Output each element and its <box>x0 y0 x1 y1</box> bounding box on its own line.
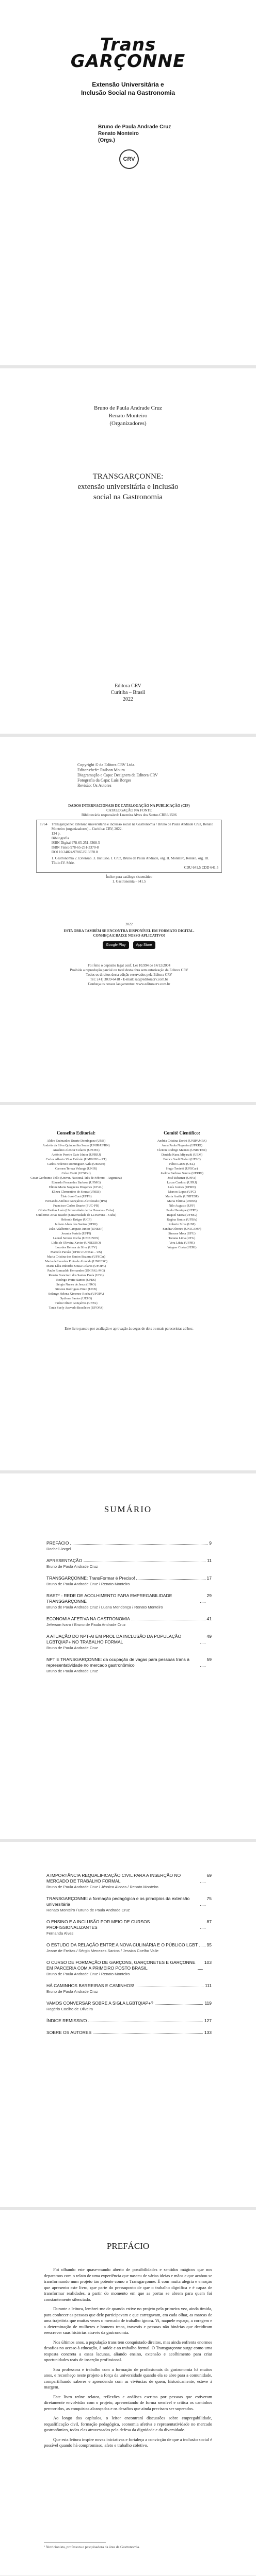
toc-entry-page: 111 <box>205 1983 212 1988</box>
editorial-board <box>26 1131 126 1310</box>
contact-line: Tel.: (41) 3039-6418 - E-mail: sac@editoracrv.com.br <box>90 977 168 981</box>
title-line-2: extensão universitária e inclusão <box>77 483 179 491</box>
toc-entry[interactable] <box>46 2018 212 2024</box>
council-member: Elione Maria Nogueira Diogenes (UFAL) <box>49 1185 104 1189</box>
peer-review-note: Este livro passou por avaliação e aprovação às cegas de dois ou mais pareceristas ad hoc. <box>65 1327 194 1331</box>
toc-entry-title: TRANSGARÇONNE: TransFormar é Preciso! <box>46 1575 135 1581</box>
council-member: Tadeu Oliver Gonçalves (UFPA) <box>55 1301 98 1305</box>
toc-leader-dots <box>88 2018 202 2022</box>
toc-entry[interactable] <box>46 1634 212 1651</box>
toc-leader-dots <box>136 1983 203 1987</box>
publication-year: 2022 <box>123 697 133 702</box>
editor-line: Editor-chefe: Railson Moura <box>77 768 125 772</box>
diagram-line: Diagramação e Capa: Designers da Editora CRV <box>77 773 158 777</box>
preface-paragraph: Foi olhando este quase-mundo aberto de possibilidades e sentidos mágicos que nos deparamos com o relato de uma experiência que nasceu de várias ideias e mãos e que acabou se transformando num projeto tão potente como o Transgarçonne. É com muita alegria e emoção que apresento este livro, que parte do pressuposto de que o trabalho dignifica e é capaz de transformar realidades, a partir do momento em que as portas se abrem para quem foi constantemente silenciado. <box>44 2267 212 2302</box>
index-title: Índice para catálogo sistemático <box>106 875 152 879</box>
toc-entry-author: Bruno de Paula Andrade Cruz / Renato Monteiro <box>46 1972 130 1976</box>
council-member: Eunice Sueli Nodari (UFSC) <box>163 1158 201 1161</box>
preface-paragraph: Sou professora e trabalho com a formação de profissionais da gastronomia há muitos anos, e reconheço neste projeto a força da universidade quando ela se abre para a comunidade, compartilhando saberes e aprendendo com as vivências de quem, historicamente, esteve à margem. <box>44 2366 212 2389</box>
toc-title: SUMÁRIO <box>104 1504 152 1514</box>
toc-entry-page: 119 <box>204 2001 212 2006</box>
isbn-digital: ISBN Digital 978-65-251-3368-5 <box>51 841 100 845</box>
catalog-code: T764 <box>40 822 47 826</box>
imprint-footer <box>36 963 222 987</box>
council-member: Josania Portela (UFPI) <box>61 1232 91 1235</box>
council-member: Renato Francisco dos Santos Paula (UFG) <box>49 1274 104 1277</box>
cover-photo-line: Fotografia da Capa: Luís Borges <box>77 778 132 783</box>
toc-entry-page: 41 <box>206 1616 212 1621</box>
title-page-author-role: (Organizadores) <box>109 420 147 427</box>
toc-line <box>46 2018 212 2024</box>
preface-page-1 <box>0 2210 256 2575</box>
toc-entry[interactable] <box>46 1942 212 1954</box>
toc-entry[interactable] <box>46 2030 212 2036</box>
council-member: Sydione Santos (UEPG) <box>60 1297 92 1300</box>
toc-line <box>46 1873 212 1884</box>
toc-entry-author: Fernanda Alves <box>46 1931 74 1936</box>
toc-line <box>46 1593 212 1604</box>
toc-entry-page: 69 <box>206 1873 212 1878</box>
cdu-line: CDU 641.5 CDD 641.5 <box>184 866 218 870</box>
scientific-committee-title: Comitê Científico: <box>164 1130 200 1136</box>
council-member: Raquel Maria (UFMG) <box>167 1213 197 1217</box>
council-member: Joelma Barbosa Santos (UFRRJ) <box>160 1172 204 1175</box>
toc-entry-page: 17 <box>206 1575 212 1581</box>
editorial-board-title: Conselho Editorial: <box>56 1130 96 1136</box>
toc-entry-page: 11 <box>207 1558 212 1563</box>
toc-line <box>46 1896 212 1907</box>
toc-entry[interactable] <box>46 1558 212 1569</box>
preface-paragraph: Ao longo dos capítulos, o leitor encontrará discussões sobre empregabilidade, requalificação civil, formação pedagógica, economia afetiva e representatividade no mercado gastronômico, todas elas atravessadas pela defesa da dignidade e da diversidade. <box>44 2415 212 2432</box>
toc-line <box>46 2030 212 2036</box>
toc-leader-dots <box>84 1558 205 1562</box>
council-member: Nilo Augusto (UFF) <box>168 1204 196 1208</box>
toc-line <box>46 1983 212 1989</box>
council-member: Roberto Silva (USP) <box>168 1223 196 1226</box>
council-member: Leonel Severo Rocha (UNISINOS) <box>53 1236 100 1240</box>
cover-logo <box>0 36 256 70</box>
toc-entry-title: ECONOMIA AFETIVA NA GASTRONOMIA <box>46 1616 130 1621</box>
catalog-header: DADOS INTERNACIONAIS DE CATALOGAÇÃO NA PUBLICAÇÃO (CIP) <box>68 804 190 808</box>
toc-line <box>46 1616 212 1622</box>
toc-line <box>46 1942 212 1948</box>
council-member: Vera Lúcia (UFPR) <box>169 1241 195 1245</box>
toc-line <box>46 1575 212 1581</box>
council-member: Andréia da Silva Quintanilha Sousa (UNIR/UFRN) <box>42 1144 110 1147</box>
editorial-board-list <box>26 1139 126 1310</box>
cover-author-role: (Orgs.) <box>98 138 115 143</box>
council-member: Paulo Romualdo Hernandes (UNIFAL-MG) <box>47 1269 105 1273</box>
council-member: Tania Suely Azevedo Brasileiro (UFOPA) <box>49 1306 104 1310</box>
toc-entry[interactable] <box>46 1983 212 1994</box>
store-badges <box>36 941 222 949</box>
toc-entry-title: TRANSGARÇONNE: a formação pedagógica e os princípios da extensão universitária <box>46 1896 190 1907</box>
cover-subtitle-line-1: Extensão Universitária e <box>92 81 164 88</box>
catalog-librarian: Bibliotecária responsável: Luzenira Alves dos Santos CRB9/1506 <box>81 813 177 817</box>
toc-leader-dots <box>200 1919 205 1929</box>
council-member: Maria Anália (UNIFESP) <box>165 1195 199 1198</box>
toc-line <box>46 2001 212 2006</box>
toc-page-1 <box>0 1473 256 1839</box>
cover-page <box>0 0 256 365</box>
toc-entry-title: O ESTUDO DA RELAÇÃO ENTRE A NOVA CULINÁRIA E O PÚBLICO LGBT <box>46 1942 198 1947</box>
council-member: Carmen Tereza Velanga (UNIR) <box>55 1167 97 1171</box>
toc-entry-title: A ATUAÇÃO DO NPT-AI EM PROL DA INCLUSÃO DA POPULAÇÃO LGBTQIAP+ NO TRABALHO FORMAL <box>46 1634 182 1645</box>
council-member: Anna Paola Nogueira (UFRRJ) <box>162 1144 202 1147</box>
toc-line <box>46 1634 212 1645</box>
toc-entry-title: PREFÁCIO <box>46 1540 69 1546</box>
toc-leader-dots <box>200 1657 205 1667</box>
council-member: Antônio Pereira Gaio Júnior (UFRRJ) <box>51 1153 101 1157</box>
council-page <box>0 1105 256 1470</box>
title-line-1: TRANSGARÇONNE: <box>92 472 164 481</box>
toc-page-2 <box>0 1842 256 2207</box>
council-member: Cesar Gerónimo Tello (Univer. Nacional Três de Febrero – Argentina) <box>30 1176 122 1180</box>
catalog-box <box>36 820 222 873</box>
toc-entry-author: Jeane de Freitas / Sérgio Menezes Santos / Jessica Coelho Valle <box>46 1948 159 1953</box>
app-store-badge[interactable]: App Store <box>133 941 155 949</box>
title-page-author-2: Renato Monteiro <box>108 413 148 419</box>
preface-body-1 <box>44 2267 212 2452</box>
council-member: Andréa Cristina Dorini (UNIPAMPA) <box>157 1139 207 1143</box>
digital-format-note: ESTA OBRA TAMBÉM SE ENCONTRA DISPONÍVEL EM FORMATO DIGITAL. <box>63 929 195 933</box>
toc-entry[interactable] <box>46 1657 212 1674</box>
council-member: Cleiton Rodrigo Mannes (UNINTER) <box>157 1148 207 1152</box>
council-member: Lídia de Oliveira Xavier (UNIEURO) <box>51 1241 101 1245</box>
council-member: Helmuth Krüger (UCP) <box>60 1218 92 1222</box>
toc-leader-dots <box>198 1960 203 1970</box>
catalog-subheader: CATALOGAÇÃO NA FONTE <box>106 808 152 812</box>
title-page-publisher <box>0 683 256 703</box>
council-member: Maria Fátima (UNEB) <box>167 1199 197 1203</box>
toc-entry-title: APRESENTAÇÃO <box>46 1558 83 1563</box>
preface-paragraph: Que esta leitura inspire novas iniciativas e fortaleça a convicção de que a inclusão social é possível quando há compromisso, afeto e trabalho coletivo. <box>44 2436 212 2448</box>
toc-list-1 <box>46 1540 212 1680</box>
council-member: Maria Lília Imbiriba Sousa Colares (UFOPA) <box>46 1264 106 1268</box>
toc-entry[interactable] <box>46 2001 212 2012</box>
index-entry: 1. Gastronomia - 641.5 <box>112 879 146 884</box>
isbn-physical: ISBN Físico 978-65-251-3370-8 <box>51 845 99 850</box>
cover-author-1: Bruno de Paula Andrade Cruz <box>98 124 171 130</box>
toc-entry-page: 103 <box>204 1960 212 1965</box>
council-member: Luís Gomes (UFRN) <box>168 1185 196 1189</box>
council-member: Sandra Oliveira (UNICAMP) <box>163 1227 201 1231</box>
cover-subtitle-line-2: Inclusão Social na Gastronomia <box>81 89 175 96</box>
toc-entry[interactable] <box>46 1540 212 1552</box>
toc-entry-author: Rogério Coelho de Oliveira <box>46 2007 93 2011</box>
preface-paragraph: Este livro reúne relatos, reflexões e análises escritas por pessoas que estiveram diretamente envolvidas com o projeto, apresentando de forma sensível e crítica os caminhos percorridos, as conquistas alcançadas e os desafios que ainda precisam ser superados. <box>44 2394 212 2411</box>
toc-entry-page: 95 <box>206 1942 212 1947</box>
toc-entry-page: 87 <box>206 1919 212 1924</box>
toc-entry-author: Bruno de Paula Andrade Cruz <box>46 1669 98 1673</box>
toc-entry-page: 133 <box>204 2030 212 2035</box>
toc-entry[interactable] <box>46 1575 212 1587</box>
council-member: Guillermo Arias Beatón (Universidade de La Havana – Cuba) <box>36 1213 117 1217</box>
toc-leader-dots <box>70 1540 207 1545</box>
toc-line <box>46 1540 212 1546</box>
council-member: João Adalberto Campato Junior (UNESP) <box>49 1227 104 1231</box>
legal-deposit-note: Foi feito o depósito legal conf. Lei 10.994 de 14/12/2004 <box>87 963 170 968</box>
imprint-credits <box>77 762 196 788</box>
council-member: Paulo Henrique (UFPE) <box>166 1209 198 1212</box>
cover-author-2: Renato Monteiro <box>98 131 139 137</box>
toc-entry[interactable] <box>46 1896 212 1913</box>
toc-entry-page: 9 <box>209 1540 212 1546</box>
council-member: Gloria Fariñas León (Universidade de La Havana – Cuba) <box>38 1209 114 1212</box>
toc-entry[interactable] <box>46 1593 212 1610</box>
council-member: Anselmo Alencar Colares (UFOPA) <box>53 1148 100 1152</box>
toc-entry-author: Bruno de Paula Andrade Cruz / Renato Monteiro <box>46 1582 130 1586</box>
toc-entry-title: A IMPORTÂNCIA REQUALIFICAÇÃO CIVIL PARA A INSERÇÃO NO MERCADO DE TRABALHO FORMAL <box>46 1873 181 1884</box>
title-page-authors <box>0 404 256 428</box>
toc-list-2 <box>46 1873 212 2042</box>
toc-entry[interactable] <box>46 1616 212 1628</box>
toc-entry-title: VAMOS CONVERSAR SOBRE A SIGLA LGBTQIAP+? <box>46 2001 153 2006</box>
council-member: Marcos Lopes (UFC) <box>168 1190 196 1194</box>
council-member: Solange Helena Ximenes-Rocha (UFOPA) <box>48 1292 104 1296</box>
council-member: Carlos Federico Dominguez Avila (Unieuro) <box>47 1162 105 1166</box>
title-page <box>0 368 256 734</box>
council-member: Lourdes Helena da Silva (UFV) <box>55 1246 97 1249</box>
imprint-page <box>0 737 256 1102</box>
council-member: Maria de Lourdes Pinto de Almeida (UNOESC) <box>44 1260 108 1263</box>
toc-line <box>46 1960 212 1971</box>
toc-entry-author: Bruno de Paula Andrade Cruz / Luana Mendonça / Renato Monteiro <box>46 1605 163 1609</box>
council-member: Lucas Cardoso (UFRJ) <box>167 1181 197 1184</box>
toc-leader-dots <box>200 1896 205 1906</box>
publisher-city: Curitiba – Brasil <box>110 690 146 696</box>
toc-leader-dots <box>136 1575 205 1580</box>
google-play-badge[interactable]: Google Play <box>103 941 129 949</box>
council-member: Francisco Carlos Duarte (PUC-PR) <box>53 1204 100 1208</box>
toc-entry-title: ÍNDICE REMISSIVO <box>46 2018 87 2023</box>
toc-leader-dots <box>200 1634 205 1643</box>
toc-line <box>46 1919 212 1930</box>
toc-entry-author: Renato Monteiro / Bruno de Paula Andrade Cruz <box>46 1908 130 1912</box>
toc-entry-title: O ENSINO E A INCLUSÃO POR MEIO DE CURSOS PROFISSIONALIZANTES <box>46 1919 150 1930</box>
toc-leader-dots <box>199 1942 205 1946</box>
toc-entry-author: Bruno de Paula Andrade Cruz <box>46 1564 98 1569</box>
council-member: Elizeu Clementino de Souza (UNEB) <box>52 1190 101 1194</box>
catalog-entry: Transgarçonne: extensão universitária e inclusão social na Gastronomia / Bruno de Paula Andrade Cruz, Renato Monteiro (organizadores) – Curitiba: CRV, 2022. <box>51 822 214 831</box>
toc-leader-dots <box>155 2001 203 2005</box>
doi-line: DOI 10.24824/978652513370.8 <box>51 850 98 854</box>
toc-entry-title: SOBRE OS AUTORES <box>46 2030 92 2035</box>
council-member: Celso Conti (UFSCar) <box>61 1172 91 1175</box>
preface-paragraph: Nos últimos anos, a população trans tem conquistado direitos, mas ainda enfrenta enormes desafios no acesso à educação, à saúde e ao trabalho formal. O Transgarçonne surge como uma resposta concreta a essas lacunas, aliando ensino, extensão e acolhimento para criar oportunidades reais de inserção profissional. <box>44 2339 212 2362</box>
council-member: Rodrigo Pratte-Santos (UFES) <box>56 1278 96 1282</box>
toc-line <box>46 1558 212 1564</box>
council-member: José Ribamar (UFPA) <box>167 1176 197 1180</box>
toc-entry-author: Bruno de Paula Andrade Cruz / Jéssica Alcoas / Renato Monteiro <box>46 1885 158 1889</box>
council-member: Wagner Costa (UERJ) <box>167 1246 197 1249</box>
council-member: Eduardo Fernandes Barbosa (UFMG) <box>52 1181 101 1184</box>
council-member: Élsio José Corá (UFFS) <box>60 1195 92 1198</box>
toc-entry-author: Bruno de Paula Andrade Cruz <box>46 1646 98 1650</box>
council-member: Carlos Alberto Vilar Estêvão (UMINHO – PT) <box>45 1158 107 1161</box>
council-member: Sérgio Nunes de Jesus (IFRO) <box>56 1283 96 1286</box>
toc-entry-title: RAET* - REDE DE ACOLHIMENTO PARA EMPREGABILIDADE TRANSGARÇONNE <box>46 1593 172 1604</box>
toc-entry[interactable] <box>46 1960 212 1977</box>
toc-entry-page: 49 <box>206 1634 212 1639</box>
rights-reserved-note: Todos os direitos desta edição reservados pela Editora CRV <box>86 973 172 977</box>
logo-trans-text: Trans <box>100 35 156 55</box>
logo-garconne-text: GARÇONNE <box>70 51 186 72</box>
preface-paragraph: Durante a leitura, lembrei-me de quando estive no projeto pela primeira vez, ainda tímida, para conhecer as pessoas que dele participavam e que carregavam, em cada olhar, as marcas de uma trajetória que muitas vezes o mercado de trabalho ignora. Vi, naquele espaço, a coragem e a determinação de mulheres e homens trans, travestis e pessoas não binárias que decidiram reescrever suas histórias através da gastronomia. <box>44 2306 212 2335</box>
toc-entry-page: 59 <box>206 1657 212 1662</box>
toc-leader-dots <box>132 1616 205 1620</box>
app-download-note: CONHEÇA E BAIXE NOSSO APLICATIVO! <box>93 934 165 938</box>
toc-entry-title: O CURSO DE FORMAÇÃO DE GARÇONS, GARÇONETES E GARÇONNE EM PARCERIA COM A PRIMEIRO POSTO BRASIL <box>46 1960 196 1971</box>
catalog-pages: 134 p. <box>51 832 61 836</box>
toc-leader-dots <box>93 2030 203 2034</box>
toc-entry-title: HÁ CAMINHOS BARREIRAS E CAMINHOS! <box>46 1983 135 1988</box>
catalog-card <box>36 804 222 884</box>
toc-entry-title: NPT E TRANSGARÇONNE: da ocupação de vagas para pessoas trans à representatividade no mercado gastronômico <box>46 1657 190 1668</box>
toc-entry[interactable] <box>46 1919 212 1936</box>
toc-entry-page: 127 <box>204 2018 212 2023</box>
copyright-line: Copyright © da Editora CRV Ltda. <box>77 762 135 767</box>
title-line-3: social na Gastronomia <box>93 493 163 501</box>
preface-footnote: ¹ Nutricionista, professora e pesquisadora da área de Gastronomia. <box>44 2545 140 2549</box>
toc-leader-dots <box>200 1873 205 1883</box>
council-member: Fernando Antônio Gonçalves Alcoforado (IPB) <box>45 1199 107 1203</box>
toc-entry-page: 29 <box>206 1593 212 1598</box>
council-member: Fábio Lanza (UEL) <box>169 1162 195 1166</box>
council-member: Simone Mota (UFU) <box>168 1232 196 1235</box>
toc-line <box>46 1657 212 1668</box>
publisher-name: Editora CRV <box>115 683 141 689</box>
title-page-author-1: Bruno de Paula Andrade Cruz <box>94 405 162 411</box>
council-member: Maria Cristina dos Santos Bezerra (UFSCar) <box>47 1255 105 1259</box>
crv-logo: CRV <box>119 149 139 169</box>
toc-entry-author: Bruno de Paula Andrade Cruz <box>46 1989 98 1994</box>
scientific-committee-list <box>132 1139 232 1250</box>
council-member: Marcelo Paixão (UFRJ e UTexas – US) <box>50 1250 102 1254</box>
cover-subtitle <box>0 80 256 97</box>
catalog-bibliography: Bibliografia <box>51 836 69 840</box>
website-line: Conheça os nossos lançamentos: www.editoracrv.com.br <box>88 982 170 986</box>
council-member: Hugo Tonietti (UFSCar) <box>166 1167 198 1171</box>
council-member: Daniela Kunz Miyasaki (UEM) <box>161 1153 203 1157</box>
review-line: Revisão: Os Autores <box>77 783 111 788</box>
toc-entry-page: 75 <box>206 1896 212 1901</box>
cover-authors <box>98 124 201 144</box>
toc-entry-author: Rocheli Jorgel <box>46 1547 71 1551</box>
catalog-subjects: 1. Gastronomia 2. Extensão. 3. Inclusão. I. Cruz, Bruno de Paula Andrade, org. II. Monteiro, Renato, org. III. Título IV. Série. <box>51 856 210 865</box>
title-page-title <box>0 471 256 502</box>
council-columns <box>26 1131 232 1310</box>
reproduction-note: Proibida a reprodução parcial ou total desta obra sem autorização da Editora CRV <box>70 968 188 972</box>
toc-leader-dots <box>200 1593 205 1603</box>
imprint-year: 2022 <box>125 922 133 926</box>
digital-availability <box>36 922 222 949</box>
toc-entry-author: Jeferson Ivaro / Bruno de Paula Andrade Cruz <box>46 1622 126 1627</box>
council-member: Tatiana Lima (UFG) <box>168 1236 196 1240</box>
council-member: Regina Santos (UFBA) <box>167 1218 197 1222</box>
toc-entry[interactable] <box>46 1873 212 1890</box>
council-member: Aldira Guimarães Duarte Domínguez (UNB) <box>46 1139 106 1143</box>
council-member: Simone Rodrigues Pinto (UNB) <box>55 1287 97 1291</box>
council-member: Jailson Alves dos Santos (UFRJ) <box>55 1223 98 1226</box>
scientific-committee <box>132 1131 232 1310</box>
preface-title: PREFÁCIO <box>106 2241 150 2251</box>
